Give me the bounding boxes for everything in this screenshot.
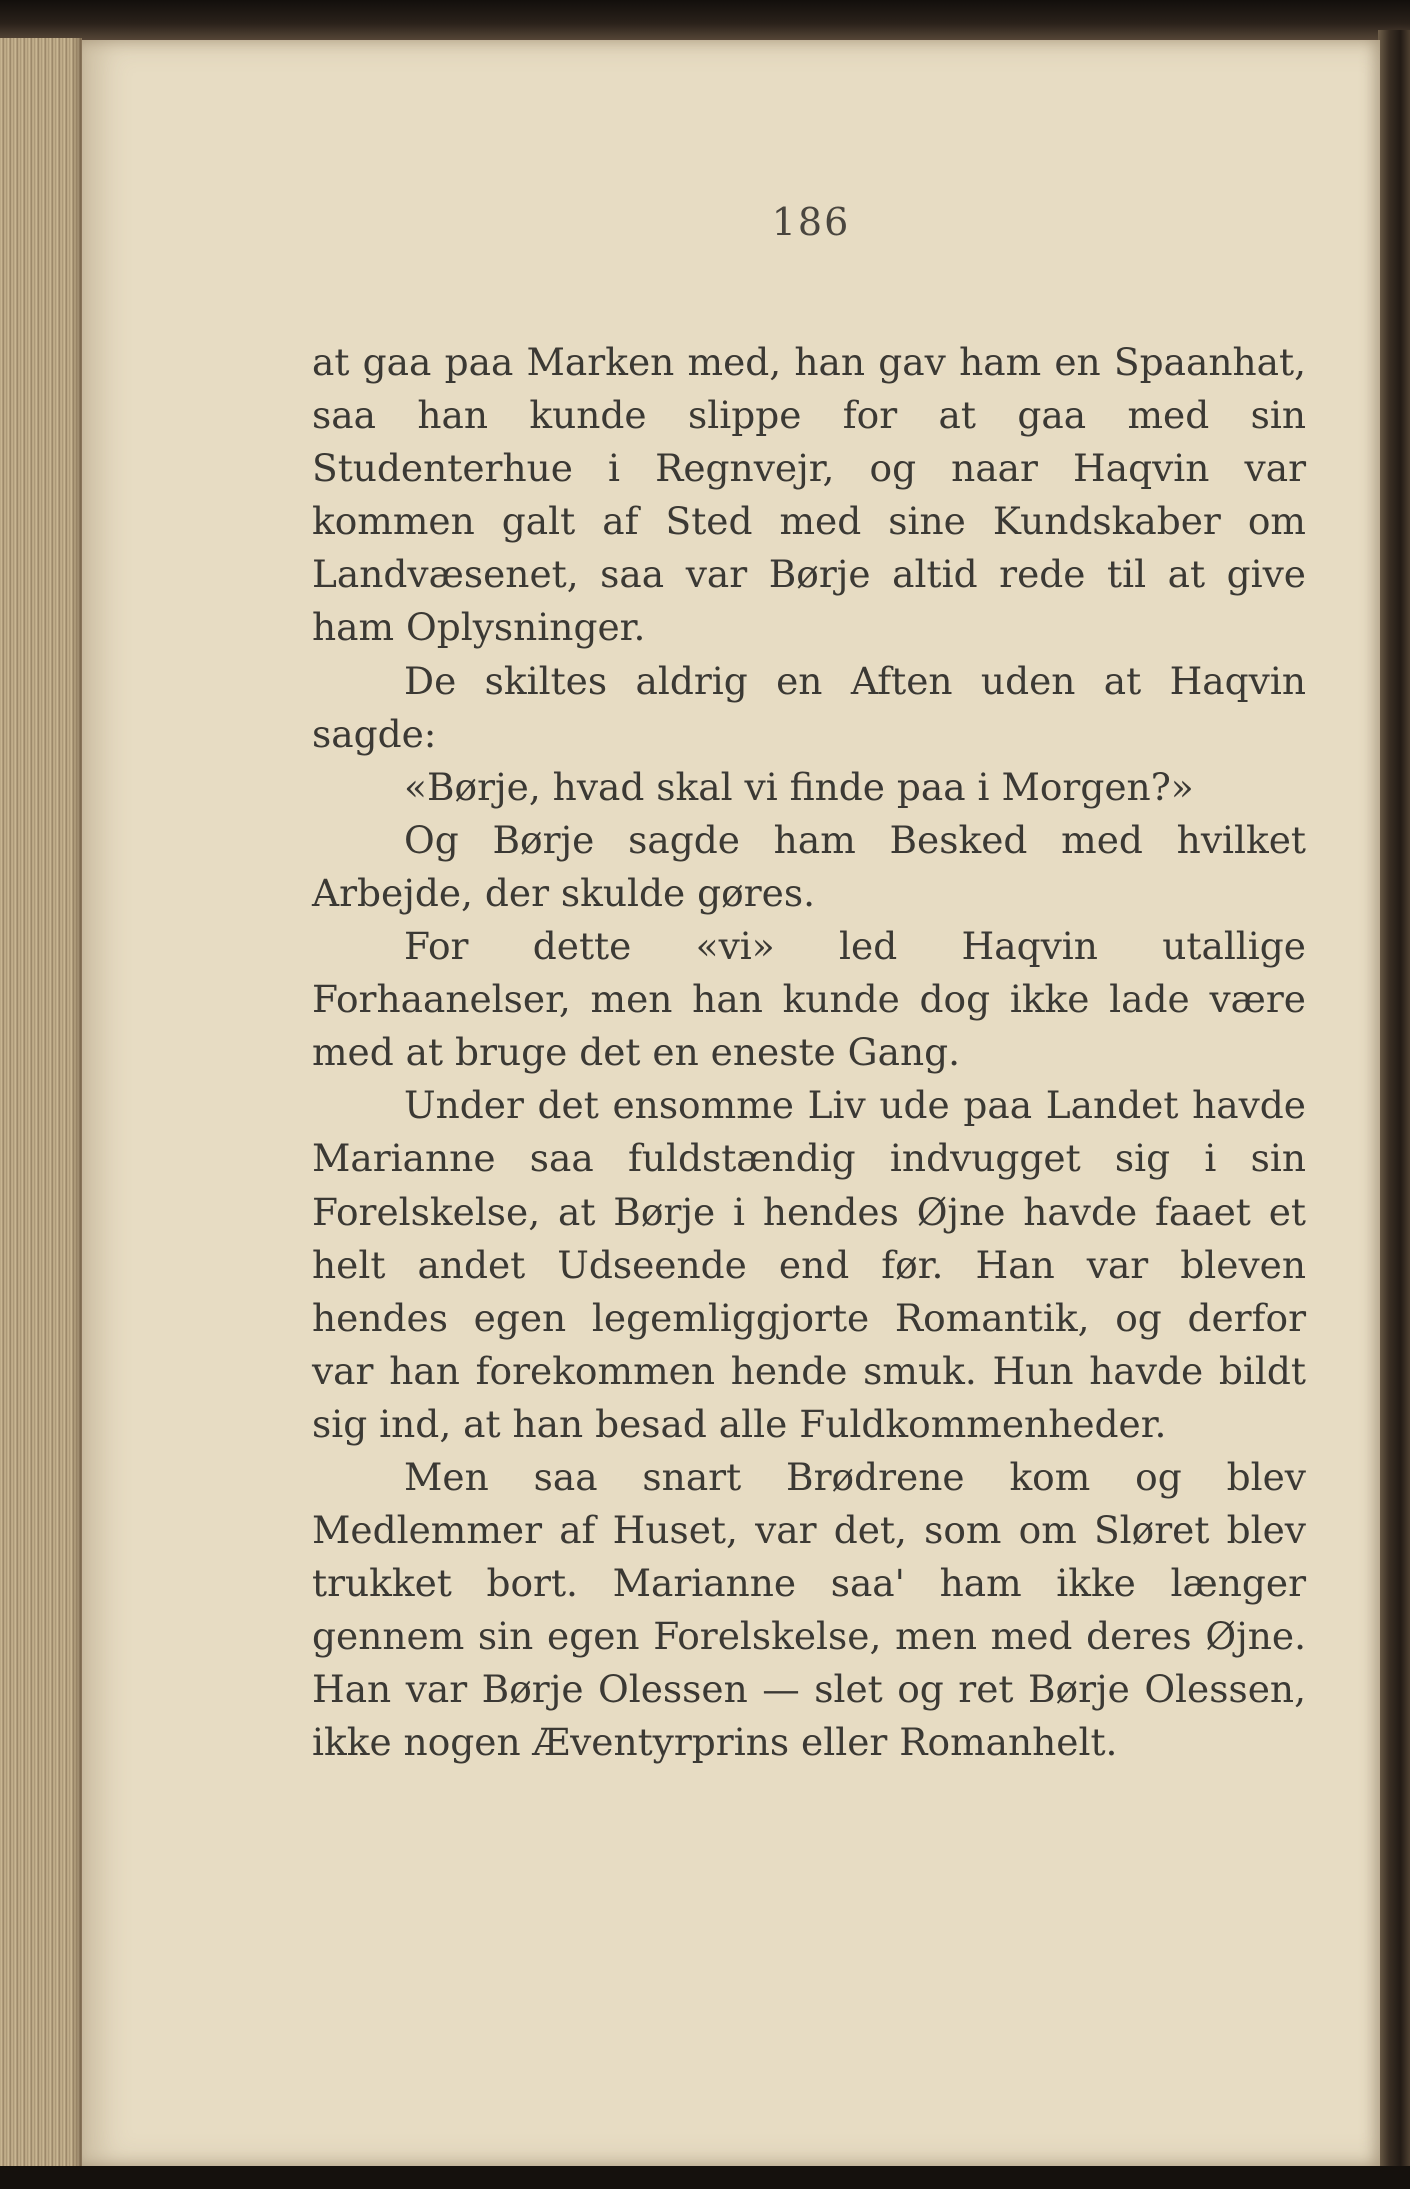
- book-page: [82, 40, 1380, 2166]
- paragraph: Under det ensomme Liv ude paa Landet havde Marianne saa fuldstændig indvugget sig i sin Forelskelse, at Børje i hendes Øjne havde faaet et helt andet Udseende end før. Han var bleven hendes egen legemliggjorte Romantik, og derfor var han forekommen hende smuk. Hun havde bildt sig ind, at han besad alle Fuldkommenheder.: [312, 1083, 1306, 1446]
- paragraph: Og Børje sagde ham Besked med hvilket Arbejde, der skulde gøres.: [312, 817, 1306, 915]
- paragraph: «Børje, hvad skal vi finde paa i Morgen?»: [404, 764, 1194, 809]
- book-spine-edge: [1378, 30, 1410, 2170]
- book-bottom-edge: [0, 2166, 1410, 2189]
- book-top-edge: [0, 0, 1410, 42]
- paragraph: For dette «vi» led Haqvin utallige Forhaanelser, men han kunde dog ikke lade være med at bruge det en eneste Gang.: [312, 924, 1306, 1075]
- paragraph: at gaa paa Marken med, han gav ham en Spaanhat, saa han kunde slippe for at gaa med sin Studenterhue i Regnvejr, og naar Haqvin var kommen galt af Sted med sine Kundskaber om Landvæsenet, saa var Børje altid rede til at give ham Oplysninger.: [312, 340, 1306, 650]
- page-body: [312, 336, 1306, 1770]
- paragraph: Men saa snart Brødrene kom og blev Medlemmer af Huset, var det, som om Sløret blev trukket bort. Marianne saa' ham ikke længer gennem sin egen Forelskelse, men med deres Øjne. Han var Børje Olessen — slet og ret Børje Olessen, ikke nogen Æventyrprins eller Romanhelt.: [312, 1454, 1306, 1765]
- page-number: 186: [771, 200, 851, 244]
- book-page-stack: [0, 38, 82, 2168]
- paragraph: De skiltes aldrig en Aften uden at Haqvin sagde:: [312, 658, 1306, 756]
